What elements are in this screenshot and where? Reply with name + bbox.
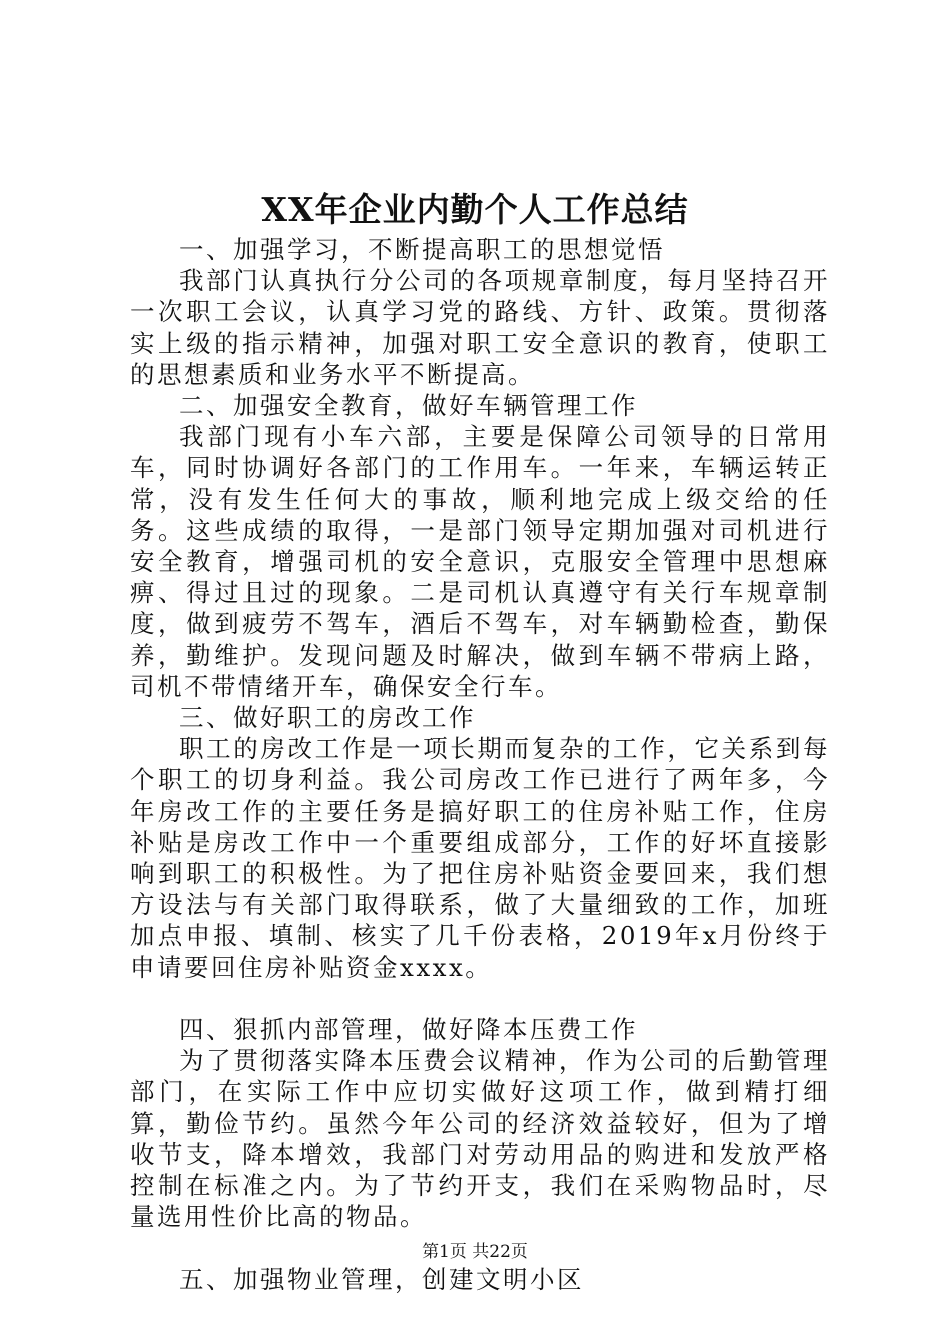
document-body — [130, 234, 830, 1295]
section-heading: 三、做好职工的房改工作 — [179, 703, 476, 733]
section-paragraph: 职工的房改工作是一项长期而复杂的工作，它关系到每个职工的切身利益。我公司房改工作已进行了两年多，今年房改工作的主要任务是搞好职工的住房补贴工作，住房补贴是房改工作中一个重要组成部分，工作的好坏直接影响到职工的积极性。为了把住房补贴资金要回来，我们想方设法与有关部门取得联系，做了大量细致的工作，加班加点申报、填制、核实了几千份表格，2019年x月份终于申请要回住房补贴资金xxxx。 — [130, 734, 830, 982]
section-heading: 四、狠抓内部管理，做好降本压费工作 — [179, 1015, 638, 1045]
section-heading: 二、加强安全教育，做好车辆管理工作 — [179, 391, 638, 421]
section-paragraph: 为了贯彻落实降本压费会议精神，作为公司的后勤管理部门，在实际工作中应切实做好这项工作，做到精打细算，勤俭节约。虽然今年公司的经济效益较好，但为了增收节支，降本增效，我部门对劳动用品的购进和发放严格控制在标准之内。为了节约开支，我们在采购物品时，尽量选用性价比高的物品。 — [130, 1046, 830, 1232]
page-number: 第1页 共22页 — [422, 1242, 528, 1262]
section-paragraph: 我部门现有小车六部，主要是保障公司领导的日常用车，同时协调好各部门的工作用车。一年来，车辆运转正常，没有发生任何大的事故，顺利地完成上级交给的任务。这些成绩的取得，一是部门领导定期加强对司机进行安全教育，增强司机的安全意识，克服安全管理中思想麻痹、得过且过的现象。二是司机认真遵守有关行车规章制度，做到疲劳不驾车，酒后不驾车，对车辆勤检查，勤保养，勤维护。发现问题及时解决，做到车辆不带病上路，司机不带情绪开车，确保安全行车。 — [130, 422, 830, 701]
section-heading: 五、加强物业管理，创建文明小区 — [179, 1264, 584, 1294]
section-paragraph: 我部门认真执行分公司的各项规章制度，每月坚持召开一次职工会议，认真学习党的路线、方针、政策。贯彻落实上级的指示精神，加强对职工安全意识的教育，使职工的思想素质和业务水平不断提高。 — [130, 266, 830, 389]
document-title: XX年企业内勤个人工作总结 — [261, 190, 689, 229]
section-heading: 一、加强学习，不断提高职工的思想觉悟 — [179, 235, 665, 264]
